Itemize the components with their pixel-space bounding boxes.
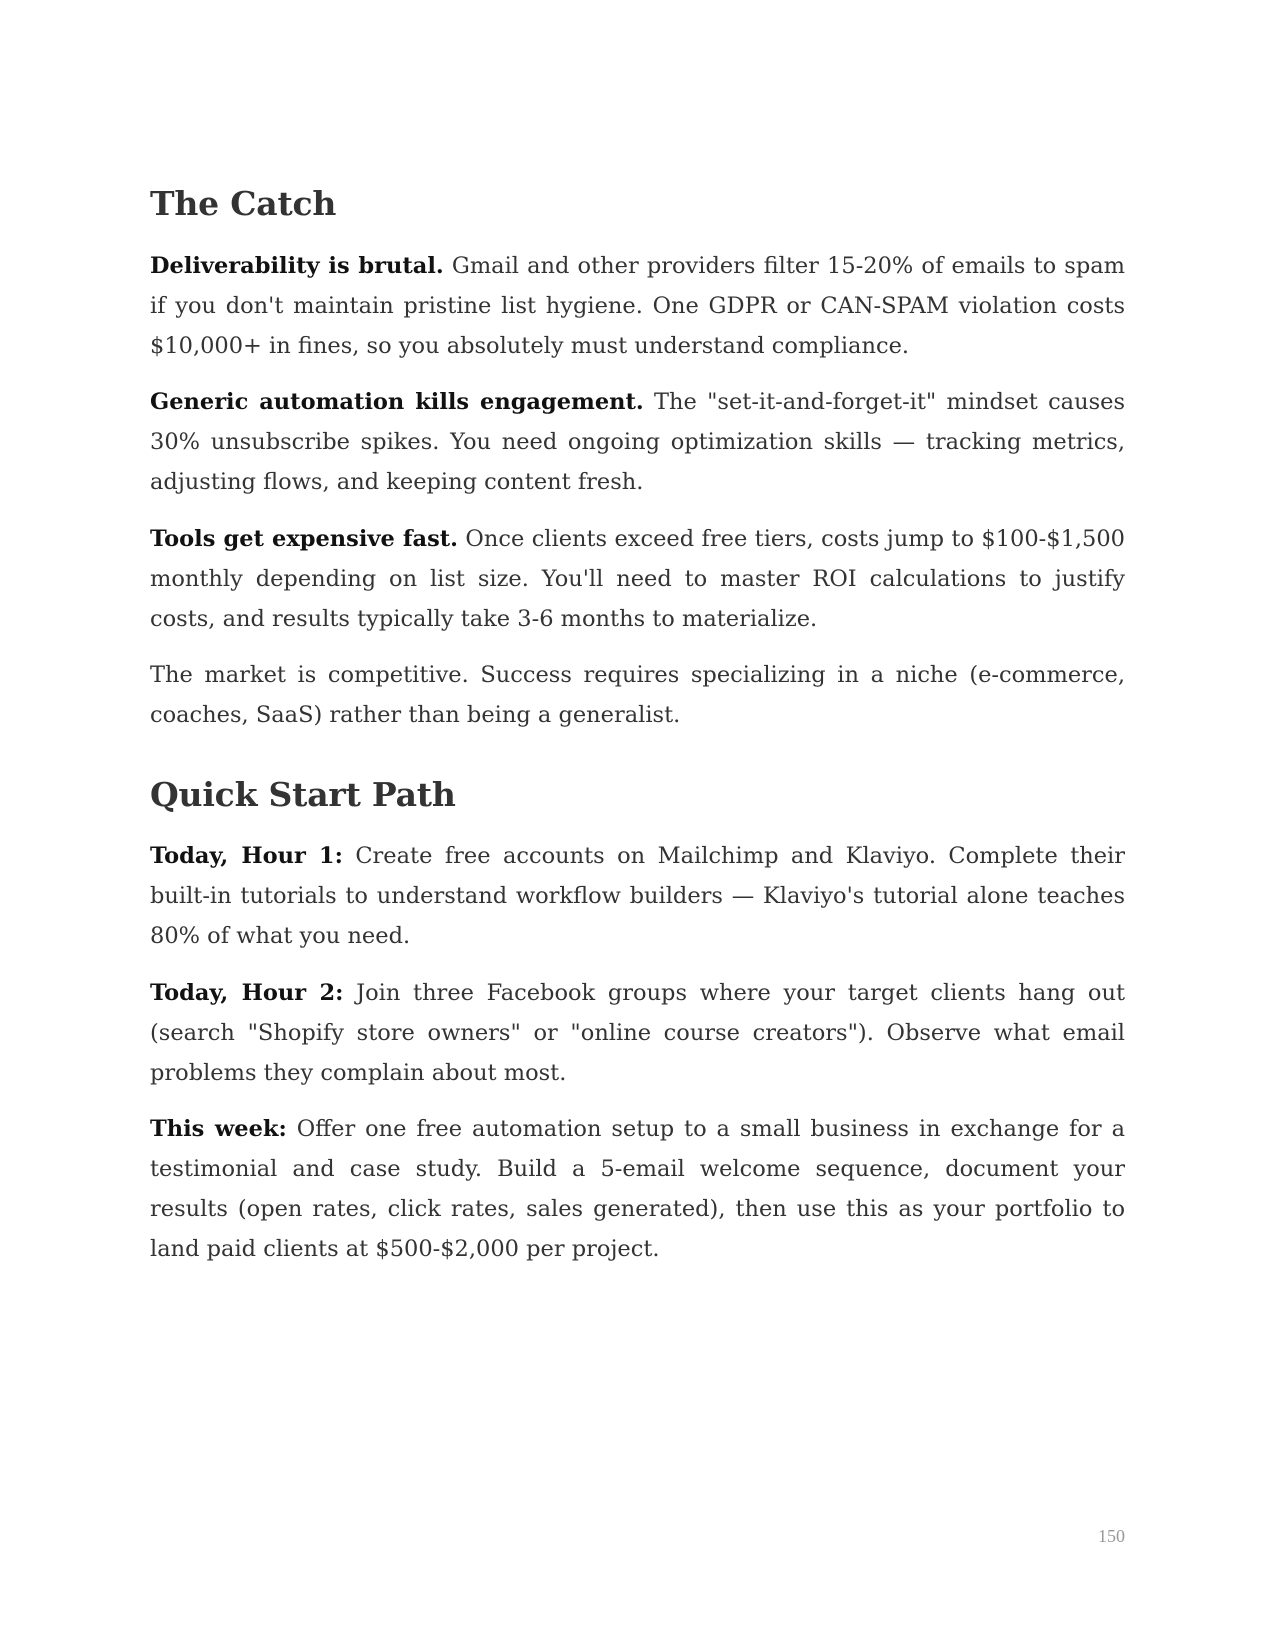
paragraph-text: Gmail and other providers filter 15-20% of emails to spam if you don't maintain pristine list hygiene. One GDPR or CAN-SPAM violation costs $10,000+ in fines, so you absolutely must understand compliance.: [150, 253, 1126, 359]
paragraph-text: Once clients exceed free tiers, costs jump to $100-$1,500 monthly depending on list size. You'll need to master ROI calculations to justify costs, and results typically take 3-6 months to materialize.: [150, 526, 1125, 632]
section-heading-quick-start: Quick Start Path: [150, 775, 456, 814]
paragraph-lead: This week:: [150, 1116, 287, 1142]
paragraph-generic-automation: [150, 382, 1125, 502]
paragraph-lead: Today, Hour 1:: [150, 843, 343, 869]
paragraph-this-week: [150, 1109, 1125, 1269]
paragraph-text: The market is competitive. Success requires specializing in a niche (e-commerce, coaches, SaaS) rather than being a generalist.: [150, 662, 1125, 728]
paragraph-lead: Tools get expensive fast.: [150, 526, 459, 552]
paragraph-tools-expensive: [150, 519, 1125, 639]
paragraph-lead: Deliverability is brutal.: [150, 253, 444, 279]
page-number: 150: [1098, 1526, 1125, 1546]
paragraph-text: The "set-it-and-forget-it" mindset causes 30% unsubscribe spikes. You need ongoing optimization skills — tracking metrics, adjusting flows, and keeping content fresh.: [150, 389, 1125, 495]
paragraph-hour-2: [150, 973, 1125, 1093]
paragraph-text: Create free accounts on Mailchimp and Klaviyo. Complete their built-in tutorials to understand workflow builders — Klaviyo's tutorial alone teaches 80% of what you need.: [150, 843, 1125, 949]
section-heading-the-catch: The Catch: [150, 184, 337, 223]
paragraph-deliverability: [150, 246, 1125, 366]
paragraph-hour-1: [150, 836, 1125, 956]
paragraph-lead: Generic automation kills engagement.: [150, 389, 644, 415]
paragraph-text: Offer one free automation setup to a small business in exchange for a testimonial and case study. Build a 5-email welcome sequence, document your results (open rates, click rates, sales generated), then use this as your portfolio to land paid clients at $500-$2,000 per project.: [150, 1116, 1126, 1262]
paragraph-text: Join three Facebook groups where your target clients hang out (search "Shopify store owners" or "online course creators"). Observe what email problems they complain about most.: [150, 980, 1125, 1086]
paragraph-market-competitive: [150, 655, 1125, 735]
paragraph-lead: Today, Hour 2:: [150, 980, 344, 1006]
